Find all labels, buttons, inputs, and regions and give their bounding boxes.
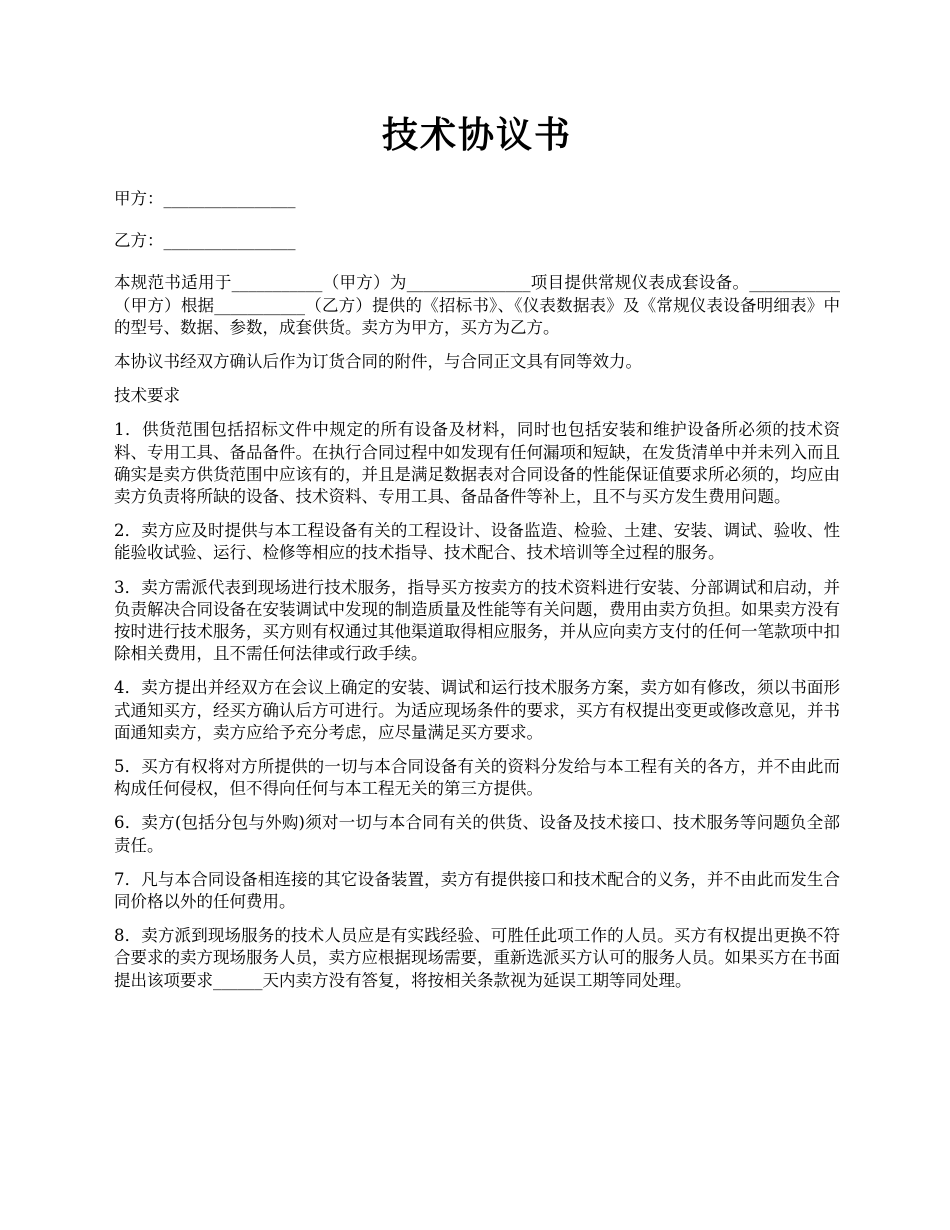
clause-4: 4．卖方提出并经双方在会议上确定的安装、调试和运行技术服务方案，卖方如有修改，须以书面形式通知买方，经买方确认后方可进行。为适应现场条件的要求，买方有权提出变更或修改意见，并书面通知卖方，卖方应给予充分考虑，应尽量满足买方要求。: [114, 678, 840, 742]
clause-3: 3．卖方需派代表到现场进行技术服务，指导买方按卖方的技术资料进行安装、分部调试和启动，并负责解决合同设备在安装调试中发现的制造质量及性能等有关问题，费用由卖方负担。如果卖方没有按时进行技术服务，买方则有权通过其他渠道取得相应服务，并从应向卖方支付的任何一笔款项中扣除相关费用，且不需任何法律或行政手续。: [114, 577, 840, 664]
clause-8: 8．卖方派到现场服务的技术人员应是有实践经验、可胜任此项工作的人员。买方有权提出更换不符合要求的卖方现场服务人员，卖方应根据现场需要，重新选派买方认可的服务人员。如果买方在书面提出该项要求______天内卖方没有答复，将按相关条款视为延误工期等同处理。: [114, 926, 840, 990]
party-a-line: 甲方：________________: [114, 189, 296, 208]
clause-7: 7．凡与本合同设备相连接的其它设备装置，卖方有提供接口和技术配合的义务，并不由此而发生合同价格以外的任何费用。: [114, 869, 840, 912]
intro-paragraph: 本规范书适用于___________（甲方）为_______________项目提供常规仪表成套设备。___________（甲方）根据___________（乙方）提供的《招标书》、《仪表数据表》及《常规仪表设备明细表》中的型号、数据、参数，成套供货。卖方为甲方，买方为乙方。: [114, 273, 840, 337]
party-b-line: 乙方：________________: [114, 231, 296, 251]
clause-5: 5．买方有权将对方所提供的一切与本合同设备有关的资料分发给与本工程有关的各方，并不由此而构成任何侵权，但不得向任何与本工程无关的第三方提供。: [114, 757, 840, 799]
clause-1: 1．供货范围包括招标文件中规定的所有设备及材料，同时也包括安装和维护设备所必须的技术资料、专用工具、备品备件。在执行合同过程中如发现有任何漏项和短缺，在发货清单中并未列入而且确实是卖方供货范围中应该有的，并且是满足数据表对合同设备的性能保证值要求所必须的，均应由卖方负责将所缺的设备、技术资料、专用工具、备品备件等补上，且不与买方发生费用问题。: [114, 420, 840, 507]
clause-2: 2．卖方应及时提供与本工程设备有关的工程设计、设备监造、检验、土建、安装、调试、验收、性能验收试验、运行、检修等相应的技术指导、技术配合、技术培训等全过程的服务。: [114, 521, 840, 563]
validity-paragraph: 本协议书经双方确认后作为订货合同的附件，与合同正文具有同等效力。: [114, 352, 642, 372]
clause-6: 6．卖方(包括分包与外购)须对一切与本合同有关的供货、设备及技术接口、技术服务等问题负全部责任。: [114, 813, 840, 855]
document-title: 技术协议书: [381, 114, 572, 156]
section-heading: 技术要求: [114, 386, 180, 406]
document-page: [114, 110, 840, 1004]
